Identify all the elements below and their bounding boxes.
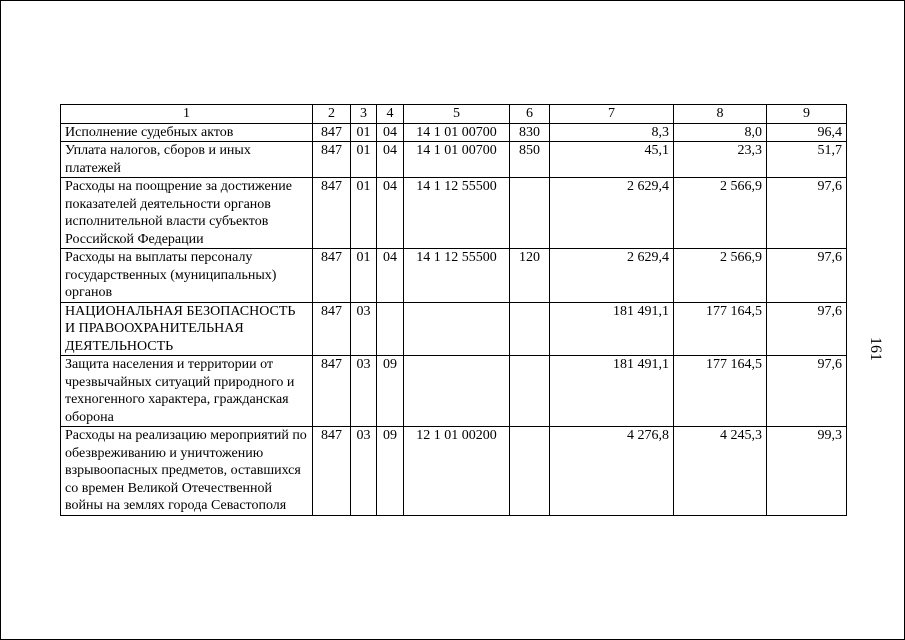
expense-type-code: 850 [510, 142, 550, 178]
execution-percent: 97,6 [767, 249, 847, 303]
ministry-code: 847 [313, 249, 351, 303]
table-row [61, 178, 847, 249]
target-article-code: 12 1 01 00200 [404, 427, 510, 516]
expense-name: Защита населения и территории от чрезвычайных ситуаций природного и техногенного характера, гражданская оборона [61, 356, 313, 427]
header-cell: 8 [674, 105, 767, 124]
expense-type-code: 120 [510, 249, 550, 303]
section-code: 01 [351, 178, 377, 249]
table-row [61, 249, 847, 303]
approved-amount: 2 629,4 [550, 178, 674, 249]
header-cell: 5 [404, 105, 510, 124]
executed-amount: 177 164,5 [674, 356, 767, 427]
target-article-code: 14 1 01 00700 [404, 123, 510, 142]
approved-amount: 8,3 [550, 123, 674, 142]
expense-name: Расходы на поощрение за достижение показателей деятельности органов исполнительной власти субъектов Российской Федерации [61, 178, 313, 249]
target-article-code: 14 1 12 55500 [404, 249, 510, 303]
subsection-code: 09 [377, 356, 404, 427]
executed-amount: 8,0 [674, 123, 767, 142]
ministry-code: 847 [313, 427, 351, 516]
approved-amount: 181 491,1 [550, 302, 674, 356]
approved-amount: 181 491,1 [550, 356, 674, 427]
approved-amount: 45,1 [550, 142, 674, 178]
executed-amount: 177 164,5 [674, 302, 767, 356]
page-number: 161 [867, 337, 884, 361]
budget-table [60, 104, 847, 516]
section-code: 01 [351, 123, 377, 142]
executed-amount: 4 245,3 [674, 427, 767, 516]
ministry-code: 847 [313, 178, 351, 249]
expense-name: Расходы на выплаты персоналу государственных (муниципальных) органов [61, 249, 313, 303]
target-article-code: 14 1 01 00700 [404, 142, 510, 178]
subsection-code: 04 [377, 123, 404, 142]
subsection-code: 04 [377, 178, 404, 249]
target-article-code [404, 302, 510, 356]
table-header-row [61, 105, 847, 124]
execution-percent: 97,6 [767, 178, 847, 249]
header-cell: 7 [550, 105, 674, 124]
table-row [61, 427, 847, 516]
execution-percent: 99,3 [767, 427, 847, 516]
target-article-code: 14 1 12 55500 [404, 178, 510, 249]
subsection-code: 09 [377, 427, 404, 516]
executed-amount: 2 566,9 [674, 249, 767, 303]
expense-type-code [510, 356, 550, 427]
ministry-code: 847 [313, 123, 351, 142]
header-cell: 6 [510, 105, 550, 124]
subsection-code: 04 [377, 249, 404, 303]
expense-type-code: 830 [510, 123, 550, 142]
header-cell: 1 [61, 105, 313, 124]
approved-amount: 2 629,4 [550, 249, 674, 303]
expense-type-code [510, 427, 550, 516]
header-cell: 9 [767, 105, 847, 124]
executed-amount: 2 566,9 [674, 178, 767, 249]
executed-amount: 23,3 [674, 142, 767, 178]
execution-percent: 51,7 [767, 142, 847, 178]
table-row [61, 142, 847, 178]
table-row [61, 302, 847, 356]
section-code: 03 [351, 302, 377, 356]
section-code: 03 [351, 356, 377, 427]
ministry-code: 847 [313, 142, 351, 178]
subsection-code: 04 [377, 142, 404, 178]
target-article-code [404, 356, 510, 427]
execution-percent: 97,6 [767, 302, 847, 356]
section-code: 01 [351, 142, 377, 178]
expense-type-code [510, 178, 550, 249]
header-cell: 2 [313, 105, 351, 124]
execution-percent: 97,6 [767, 356, 847, 427]
expense-name: НАЦИОНАЛЬНАЯ БЕЗОПАСНОСТЬ И ПРАВООХРАНИТЕЛЬНАЯ ДЕЯТЕЛЬНОСТЬ [61, 302, 313, 356]
header-cell: 4 [377, 105, 404, 124]
section-code: 03 [351, 427, 377, 516]
ministry-code: 847 [313, 302, 351, 356]
execution-percent: 96,4 [767, 123, 847, 142]
approved-amount: 4 276,8 [550, 427, 674, 516]
ministry-code: 847 [313, 356, 351, 427]
header-cell: 3 [351, 105, 377, 124]
expense-name: Расходы на реализацию мероприятий по обезвреживанию и уничтожению взрывоопасных предметов, оставшихся со времен Великой Отечественной войны на землях города Севастополя [61, 427, 313, 516]
table-row [61, 123, 847, 142]
table-row [61, 356, 847, 427]
subsection-code [377, 302, 404, 356]
expense-type-code [510, 302, 550, 356]
expense-name: Уплата налогов, сборов и иных платежей [61, 142, 313, 178]
section-code: 01 [351, 249, 377, 303]
expense-name: Исполнение судебных актов [61, 123, 313, 142]
